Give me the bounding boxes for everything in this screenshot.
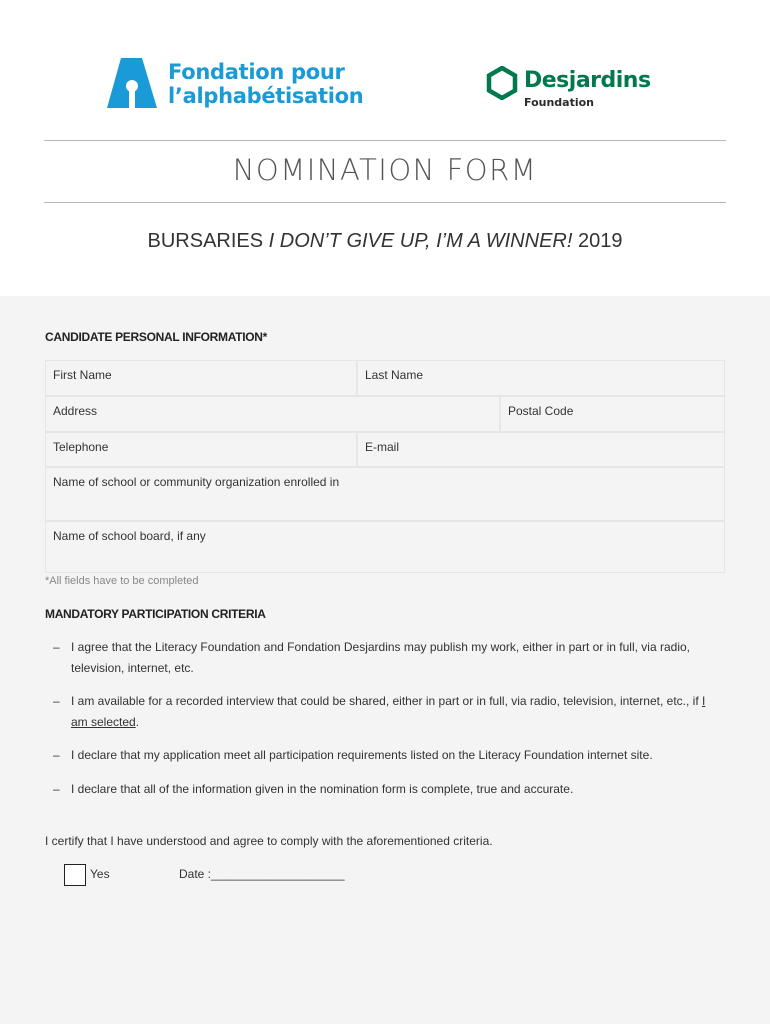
criteria-item bbox=[53, 691, 725, 733]
last-name-label: Last Name bbox=[365, 368, 424, 382]
date-field[interactable]: Date :____________________ bbox=[179, 867, 345, 881]
first-name-field[interactable] bbox=[45, 360, 357, 396]
top-divider bbox=[44, 140, 726, 141]
hexagon-icon bbox=[486, 66, 518, 100]
fondation-logo bbox=[104, 56, 364, 116]
last-name-field[interactable] bbox=[357, 360, 725, 396]
certify-statement: I certify that I have understood and agree to comply with the aforementioned criteria. bbox=[45, 834, 493, 848]
candidate-section-heading: CANDIDATE PERSONAL INFORMATION* bbox=[45, 330, 268, 344]
email-label: E-mail bbox=[365, 440, 400, 454]
dash-bullet: – bbox=[53, 748, 60, 762]
subtitle-prefix: BURSARIES bbox=[147, 230, 269, 252]
criteria-item bbox=[53, 745, 725, 766]
postal-code-field[interactable] bbox=[500, 396, 725, 432]
criteria-item-underlined: I am selected bbox=[71, 694, 706, 729]
criteria-item-text bbox=[71, 691, 725, 733]
address-field[interactable] bbox=[45, 396, 500, 432]
school-board-label: Name of school board, if any bbox=[53, 529, 206, 543]
criteria-item-text: I declare that all of the information given in the nomination form is complete, true and accurate. bbox=[71, 782, 574, 796]
header bbox=[0, 0, 770, 296]
criteria-item-text: I declare that my application meet all participation requirements listed on the Literacy Foundation internet site. bbox=[71, 748, 653, 762]
postal-code-label: Postal Code bbox=[508, 404, 574, 418]
desjardins-logo-sub: Foundation bbox=[524, 96, 595, 109]
telephone-label: Telephone bbox=[53, 440, 109, 454]
yes-label: Yes bbox=[90, 867, 110, 881]
subtitle-emphasis: I DON’T GIVE UP, I’M A WINNER! bbox=[268, 230, 573, 252]
telephone-field[interactable] bbox=[45, 432, 357, 467]
criteria-section-heading: MANDATORY PARTICIPATION CRITERIA bbox=[45, 607, 266, 621]
title-divider bbox=[44, 202, 726, 203]
criteria-item-text: I agree that the Literacy Foundation and Fondation Desjardins may publish my work, either in part or in full, via radio, television, internet, etc. bbox=[71, 640, 690, 675]
criteria-item bbox=[53, 637, 725, 679]
criteria-item-text-start: I am available for a recorded interview that could be shared, either in part or in full, via radio, television, internet, etc., if bbox=[71, 694, 702, 708]
subtitle-suffix: 2019 bbox=[572, 230, 623, 252]
subtitle bbox=[0, 230, 770, 253]
address-label: Address bbox=[53, 404, 98, 418]
criteria-item-text-end: . bbox=[135, 715, 140, 729]
fondation-logo-text bbox=[168, 60, 363, 108]
school-board-field[interactable] bbox=[45, 521, 725, 573]
fondation-logo-line1: Fondation pour bbox=[168, 60, 345, 84]
page-title: NOMINATION FORM bbox=[232, 153, 538, 187]
criteria-item bbox=[53, 779, 725, 800]
dash-bullet: – bbox=[53, 782, 60, 796]
keyhole-a-icon bbox=[104, 56, 160, 112]
dash-bullet: – bbox=[53, 694, 60, 708]
fondation-logo-line2: l’alphabétisation bbox=[168, 84, 364, 108]
required-note: *All fields have to be completed bbox=[45, 575, 199, 587]
first-name-label: First Name bbox=[53, 368, 112, 382]
dash-bullet: – bbox=[53, 640, 60, 654]
school-field[interactable] bbox=[45, 467, 725, 521]
email-field[interactable] bbox=[357, 432, 725, 467]
yes-checkbox[interactable] bbox=[64, 864, 86, 886]
desjardins-logo bbox=[486, 66, 651, 112]
desjardins-logo-name: Desjardins bbox=[524, 68, 651, 93]
school-label: Name of school or community organization enrolled in bbox=[53, 475, 340, 489]
